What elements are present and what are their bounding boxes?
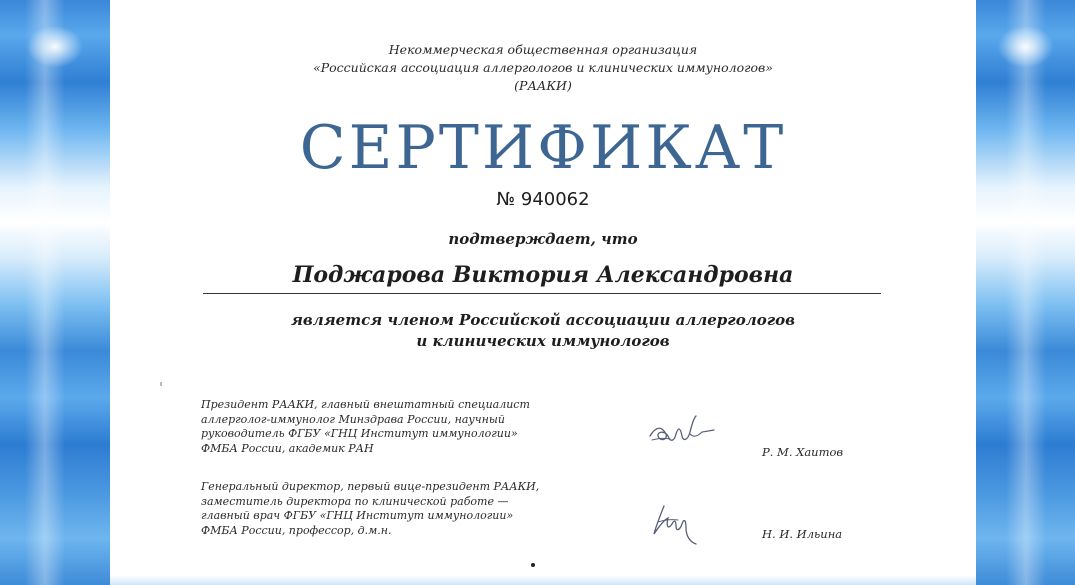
signatory-2-position-line: главный врач ФГБУ «ГНЦ Институт иммунологии» <box>201 509 514 522</box>
signature-2-image <box>650 500 710 548</box>
certificate-page <box>110 0 976 576</box>
signatory-2-position-line: заместитель директора по клинической работе — <box>201 494 509 508</box>
decorative-border-right <box>976 0 1075 585</box>
holder-name: Поджарова Виктория Александровна <box>292 262 794 288</box>
membership-statement <box>110 310 976 352</box>
name-underline <box>203 293 881 294</box>
organization-line-3: (РААКИ) <box>514 78 572 93</box>
scan-dot <box>531 563 535 567</box>
signatory-1-position <box>201 398 530 456</box>
signatory-2-position-line: ФМБА России, профессор, д.м.н. <box>201 523 392 537</box>
signature-1-image <box>646 412 726 452</box>
signatory-1-position-line: ФМБА России, академик РАН <box>201 441 374 455</box>
confirms-text: подтверждает, что <box>448 230 638 248</box>
certificate-title: СЕРТИФИКАТ <box>299 113 787 183</box>
decorative-border-bottom <box>110 575 976 585</box>
certificate-number: № 940062 <box>496 189 590 210</box>
membership-line-2: и клинических иммунологов <box>416 332 670 350</box>
signatory-1-position-line: руководитель ФГБУ «ГНЦ Институт иммунологии» <box>201 427 518 440</box>
signatory-1-position-line: аллерголог-иммунолог Минздрава России, научный <box>201 412 505 426</box>
signatory-2-name: Н. И. Ильина <box>762 527 843 541</box>
organization-line-2: «Российская ассоциация аллергологов и клинических иммунологов» <box>313 60 773 75</box>
signatory-1-name: Р. М. Хаитов <box>762 445 844 459</box>
membership-line-1: является членом Российской ассоциации аллергологов <box>290 311 796 329</box>
organization-line-1: Некоммерческая общественная организация <box>388 42 698 57</box>
organization-header <box>110 41 976 95</box>
signatory-2-position <box>201 480 539 538</box>
signatory-1-position-line: Президент РААКИ, главный внештатный специалист <box>201 398 530 411</box>
scan-speck <box>160 382 162 386</box>
signatory-2-position-line: Генеральный директор, первый вице-президент РААКИ, <box>201 480 540 493</box>
decorative-border-left <box>0 0 110 585</box>
